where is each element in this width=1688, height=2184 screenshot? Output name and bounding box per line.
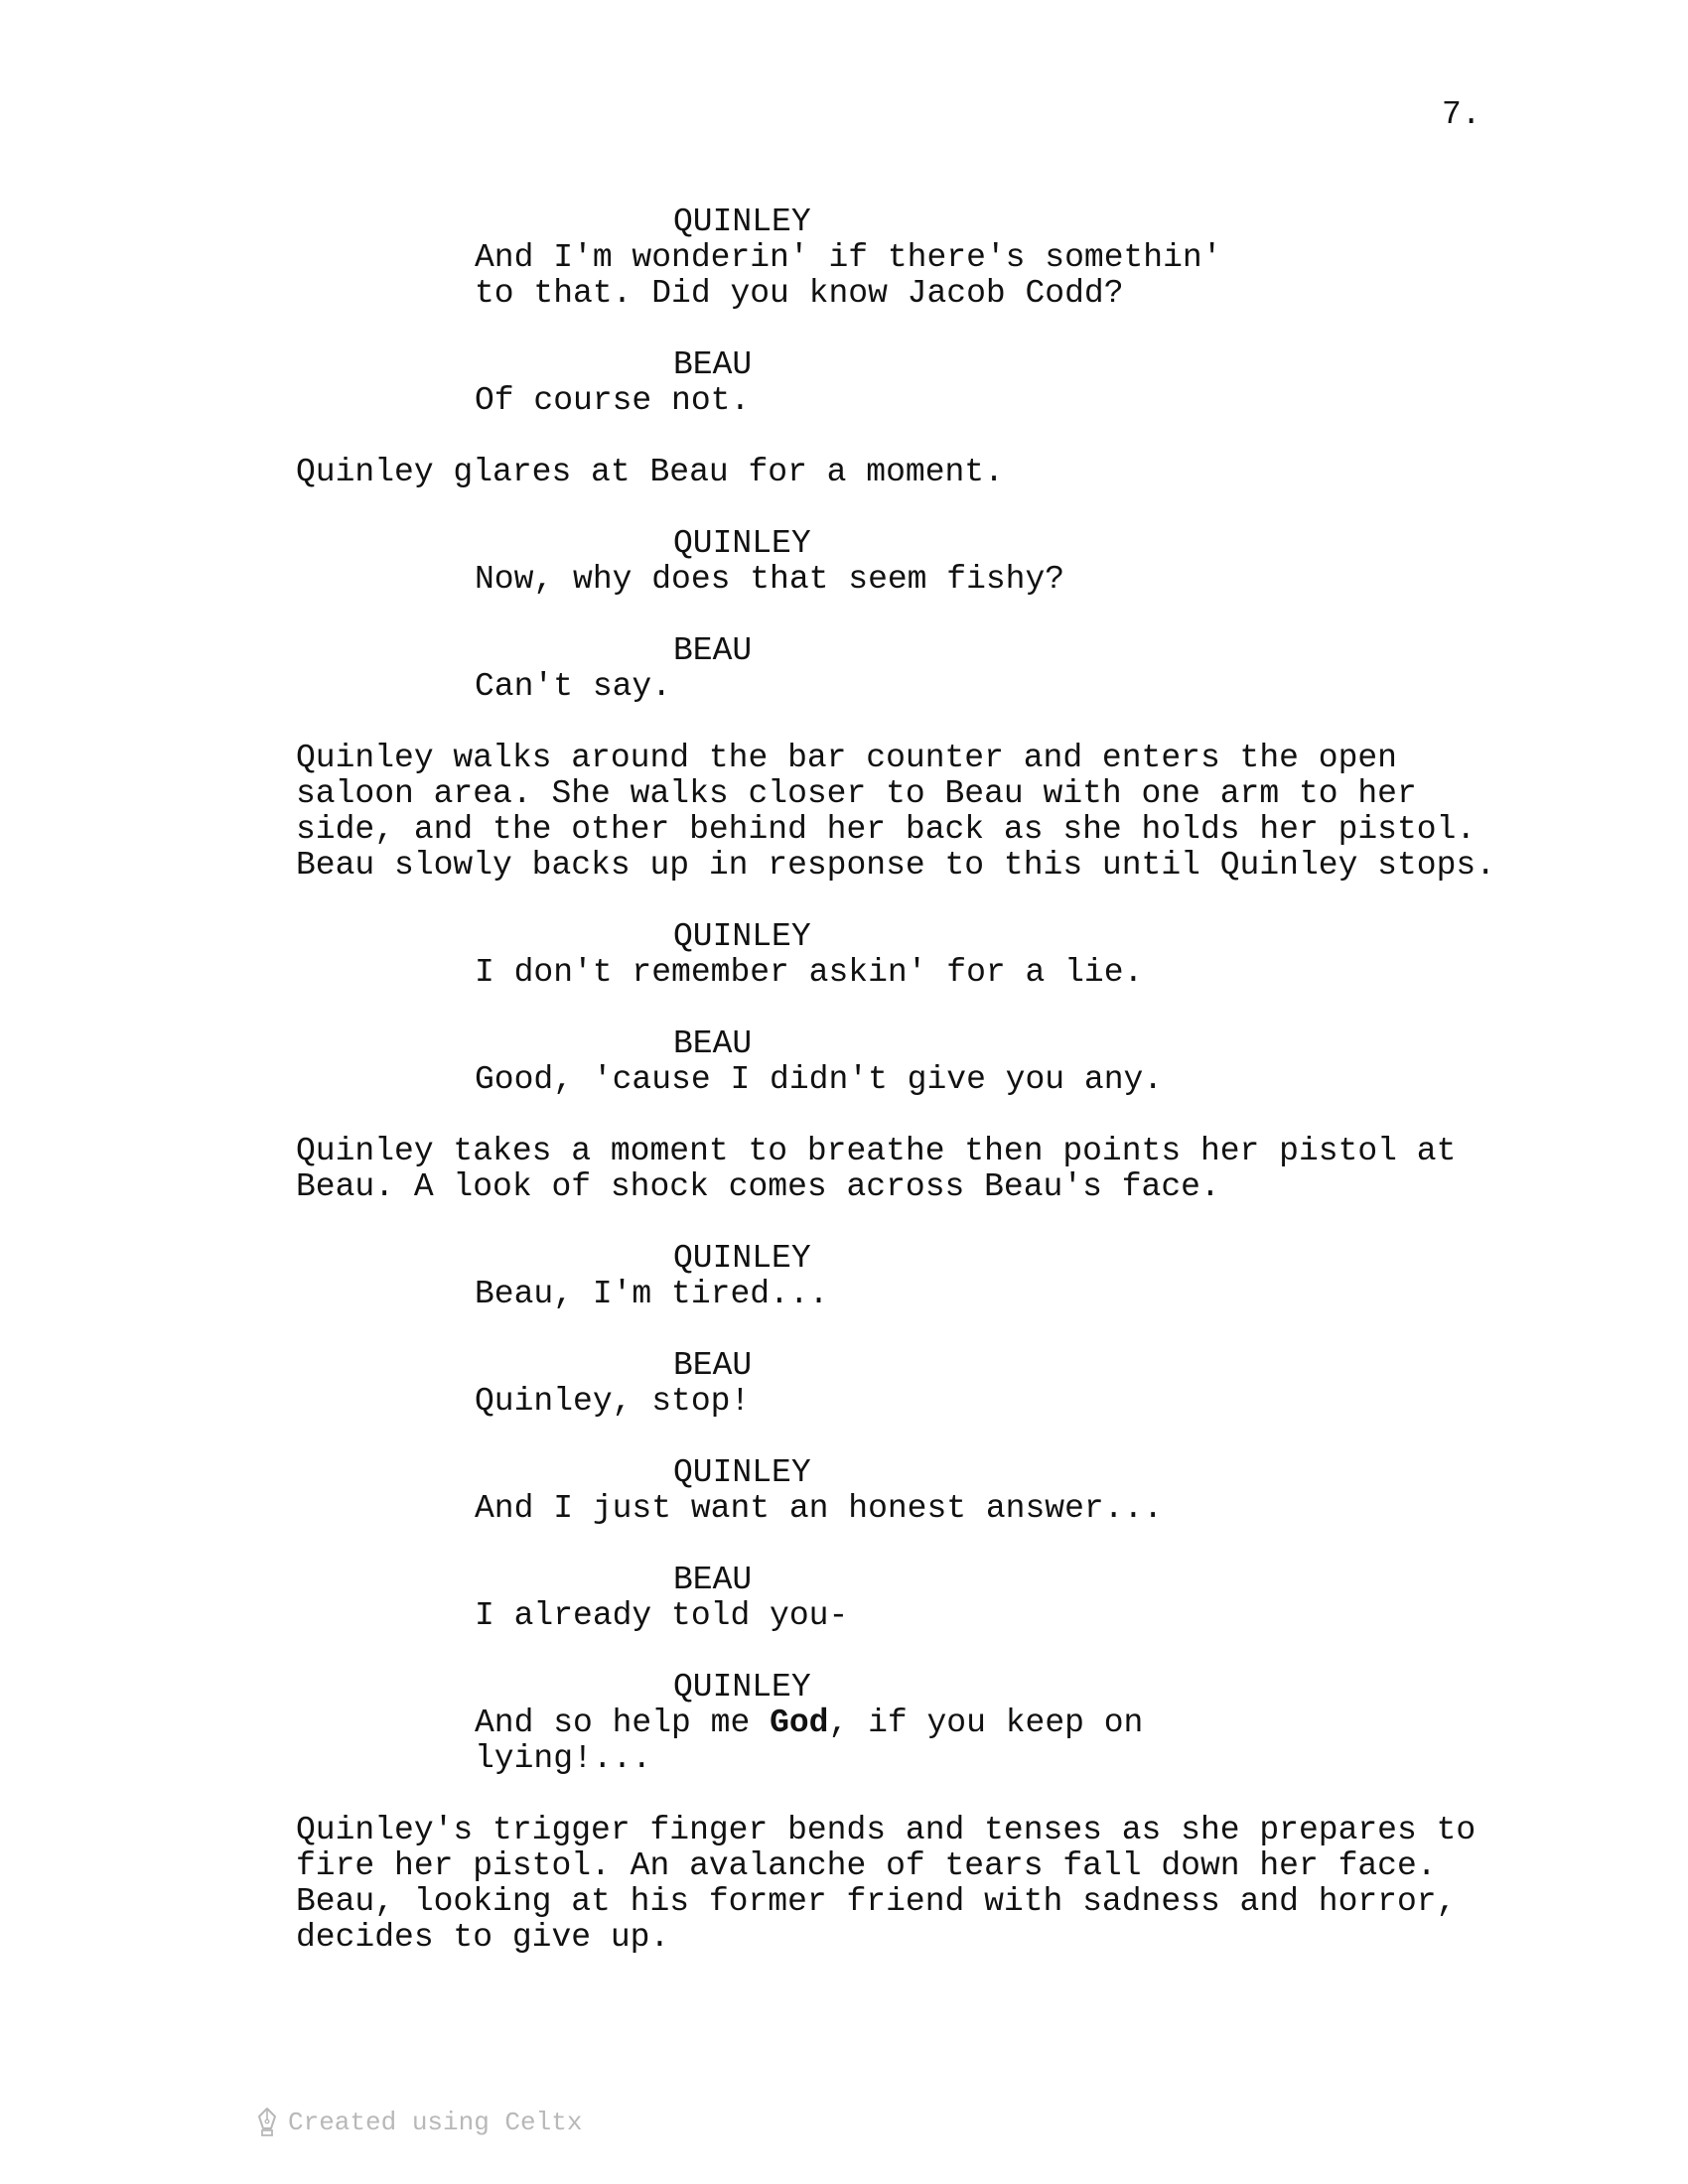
character-name: BEAU bbox=[673, 1025, 753, 1062]
dialogue-line: Can't say. bbox=[475, 668, 672, 705]
action-line: side, and the other behind her back as she holds her pistol. bbox=[296, 811, 1477, 848]
action-line: decides to give up. bbox=[296, 1919, 670, 1956]
action-line: Quinley glares at Beau for a moment. bbox=[296, 454, 1004, 490]
action-line: Beau. A look of shock comes across Beau's face. bbox=[296, 1168, 1220, 1205]
dialogue-text: And so help me bbox=[475, 1705, 771, 1741]
action-line: saloon area. She walks closer to Beau with one arm to her bbox=[296, 775, 1417, 812]
dialogue-line: I already told you- bbox=[475, 1597, 849, 1634]
character-name: QUINLEY bbox=[673, 1240, 811, 1277]
dialogue-line bbox=[475, 1706, 1143, 1741]
dialogue-line: Quinley, stop! bbox=[475, 1383, 751, 1420]
dialogue-line: to that. Did you know Jacob Codd? bbox=[475, 275, 1124, 312]
action-line: Quinley's trigger finger bends and tenses as she prepares to bbox=[296, 1812, 1477, 1848]
dialogue-line: And I'm wonderin' if there's somethin' bbox=[475, 239, 1222, 276]
action-line: fire her pistol. An avalanche of tears fall down her face. bbox=[296, 1847, 1437, 1884]
character-name: BEAU bbox=[673, 346, 753, 383]
dialogue-line: Good, 'cause I didn't give you any. bbox=[475, 1061, 1164, 1098]
footer-text: Created using Celtx bbox=[288, 2108, 583, 2137]
character-name: QUINLEY bbox=[673, 918, 811, 955]
pen-nib-icon bbox=[256, 2107, 278, 2138]
dialogue-line: I don't remember askin' for a lie. bbox=[475, 954, 1144, 991]
dialogue-line: Beau, I'm tired... bbox=[475, 1276, 829, 1312]
character-name: BEAU bbox=[673, 1562, 753, 1598]
dialogue-emphasis: God bbox=[770, 1705, 829, 1741]
action-line: Quinley takes a moment to breathe then points her pistol at bbox=[296, 1133, 1457, 1169]
action-line: Beau slowly backs up in response to this until Quinley stops. bbox=[296, 847, 1495, 884]
dialogue-text: , if you keep on bbox=[828, 1705, 1144, 1741]
character-name: QUINLEY bbox=[673, 1669, 811, 1706]
dialogue-line: Of course not. bbox=[475, 382, 751, 419]
character-name: QUINLEY bbox=[673, 1454, 811, 1491]
dialogue-line: And I just want an honest answer... bbox=[475, 1490, 1164, 1527]
action-line: Quinley walks around the bar counter and enters the open bbox=[296, 740, 1397, 776]
page-number: 7. bbox=[1442, 96, 1481, 133]
character-name: BEAU bbox=[673, 1347, 753, 1384]
dialogue-line: lying!... bbox=[475, 1740, 652, 1777]
character-name: BEAU bbox=[673, 632, 753, 669]
character-name: QUINLEY bbox=[673, 525, 811, 562]
action-line: Beau, looking at his former friend with sadness and horror, bbox=[296, 1883, 1457, 1920]
dialogue-line: Now, why does that seem fishy? bbox=[475, 561, 1065, 598]
celtx-footer bbox=[256, 2105, 582, 2140]
character-name: QUINLEY bbox=[673, 204, 811, 240]
